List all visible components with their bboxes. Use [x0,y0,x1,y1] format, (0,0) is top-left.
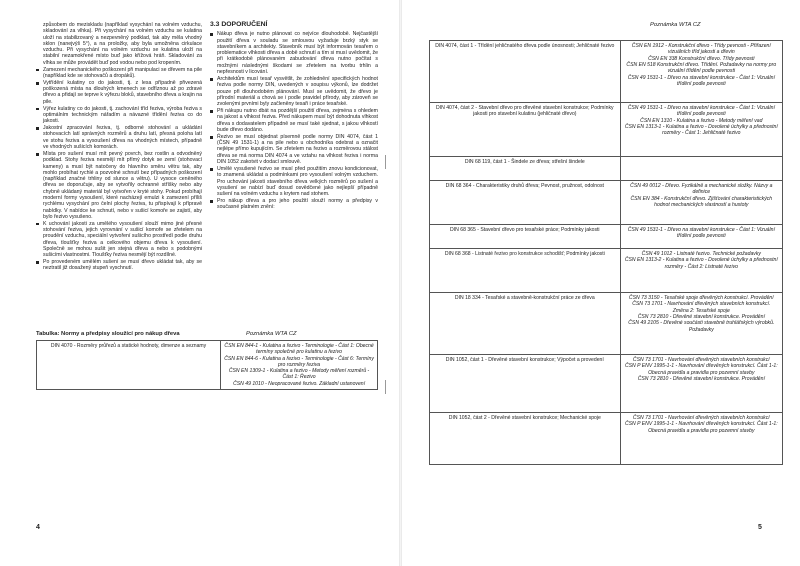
din-standard-cell: DIN 4074, část 2 - Stavební dřevo pro dřevěné stavební konstrukce; Podmínky jakosti pro stavební kulatinu (jehličnaté dřevo) [430,103,621,157]
csn-entry: ČSN 49 0012 - Dřevo. Fyzikálně a mechanické složky. Názvy a definice [630,183,773,196]
csn-entry: ČSN EN 844-1 - Kulatina a řezivo - Terminologie - Část 1: Obecné termíny společné pro kulatinu a řezivo [224,343,374,356]
csn-entry: ČSN 73 2810 - Dřevěné stavební konstrukce. Provádění [637,313,765,320]
csn-standards-cell [620,249,782,293]
csn-standards-cell [620,41,782,103]
table-row [430,157,783,181]
margin-mark [385,155,386,169]
page-number-left: 4 [36,524,40,531]
csn-standards-cell [620,103,782,157]
table-caption [36,331,378,337]
din-standard-cell: DIN 1052, část 1 - Dřevěné stavební konstrukce; Výpočet a provedení [430,355,621,413]
list-item: K uchování jakosti za umělého vysoušení slouží mimo jiné přesné stohování řeziva, jejich vyrovnání v sušicí komoře se zřetelem na proudění vzduchu, speciální vytvoření sušicího prostředí podle druhu dřeva, tloušťky řeziva a celkového objemu dřeva k vysoušení. Společně se mohou sušit jen stejná dřeva a nebo s podobnými sušicími vlastnostmi. Tloušťky řeziva nesmějí být rozdílné. [36,221,202,259]
csn-entry: ČSN 49 1012 - Listnaté řezivo. Technické požadavky [641,251,761,257]
csn-entry: ČSN EN 518 Konstrukční dřevo. Třídění. Požadavky na normy pro vizuální třídění podle pevnosti [626,61,777,75]
csn-entry: ČSN 73 1701 - Navrhování dřevěných stavebních konstrukcí [632,415,770,421]
csn-entry: ČSN P ENV 1995-1-1 - Navrhování dřevěných konstrukcí. Část 1-1: Obecná pravidla a pravidla pro pozemní stavby [624,421,778,434]
table-row [430,249,783,293]
din-standard-cell: DIN 18 334 - Tesařské a stavebně-konstrukční práce ze dřeva [430,293,621,355]
list-item: Umělé vysušené řezivo se musí před použitím znovu kondicionovat, to znamená ukládat a podmínkami pro vysoušení volným vzduchem. Pro uchování jakosti stavebního dřeva velkých rozměrů po sušení a vysušení se nabízí buď dosud osvědčené jako nejlepší případně sušení na volném vzduchu s krytem nad stohem. [210,166,378,197]
csn-standards-cell [620,157,782,181]
csn-entry: ČSN EN 338 Konstrukční dřevo. Třídy pevnosti [648,55,755,62]
csn-entry: ČSN 73 1701 - Navrhování dřevěných stavebních konstrukcí [632,357,770,363]
list-item: Vytřídění kulatiny co do jakosti, tj. z lesa případně přivezená poškozená místa na dlouhých kmenech se odříznou až po zdravé dřevo a přidají se teprve k výřezu bloků, stavebního dřeva a krajin na pile. [36,80,202,105]
table-row [37,341,378,390]
csn-entry: ČSN EN 1310 - Kulatina a řezivo - Metody měření vad [640,117,763,124]
list-item: Řezivo se musí objednat písemně podle normy DIN 4074, část 1 (ČSN 49 1531-1) a na pile nebo u obchodníka odebrat a označit nejlépe přímo kupujícím. Se zřetelem na řezivo a rozměrovou stálost dřeva se má norma DIN 4074 a ve vztahu na vlhkost řeziva i norma DIN 1052 zakotvit v dodací smlouvě. [210,134,378,165]
csn-entry: ČSN 73 2810 - Dřevěné stavební konstrukce. Provádění [637,375,765,382]
csn-standards-cell [620,225,782,249]
din-standard-cell: DIN 68 365 - Stavební dřevo pro tesařské práce; Podmínky jakosti [430,225,621,249]
din-standard-cell: DIN 1052, část 2 - Dřevěné stavební konstrukce; Mechanické spoje [430,413,621,465]
wta-note: Poznámka WTA CZ [650,22,701,28]
list-item: Výřez kulatiny co do jakosti, tj. zachování tříd řeziva, výroba řeziva s optimálním technickým nářadím a návazné třídění řeziva co do jakosti. [36,106,202,125]
csn-entry: ČSN 49 1531-1 - Dřevo na stavební konstrukce - Část 1: Vizuální třídění podle pevnosti [627,105,775,118]
standards-table-left [36,340,378,390]
margin-mark [385,380,386,394]
csn-entry: ČSN 49 1010 - Neopracované řezivo. Základní ustanovení [233,380,366,387]
table-row [430,355,783,413]
table-title: Tabulka: Normy a předpisy sloužící pro nákup dřeva [36,331,180,337]
din-standard-cell: DIN 68 368 - Listnaté řezivo pro konstrukce schodišť; Podmínky jakosti [430,249,621,293]
csn-entry: ČSN EN 1309-1 - Kulatina a řezivo - Metody měření rozměrů - Část 1: Řezivo [228,368,370,381]
csn-standards-cell [620,413,782,465]
table-note: Poznámka WTA CZ [246,331,297,337]
csn-standards-cell [620,181,782,225]
list-item: Po provedeném umělém sušení se musí dřevo ukládat tak, aby se neztratil již dosažený stupeň vyschnutí. [36,259,202,272]
right-column [210,22,378,211]
list-item: Jakostní zpracování řeziva, tj. odborné stohování a ukládání stohovacích latí správných rozměrů a druhu latí, přesná poloha latí ve stohu řeziva a vysoušení dřeva na vhodných místech, případně ve vhodných sušicích komorách. [36,125,202,150]
standards-table-right [429,40,783,465]
list-item: Místa pro sušení musí mít pevný povrch, bez rostlin a odvodněný podklad. Stohy řeziva nesmějí mít přímý dotyk se zemí (stohovací kameny) a musí být natočeny do hlavního směru větru tak, aby mohlo probíhat rychlé a pozvolné schnutí bez případných poškození (například značné trhliny od slunce a větru). U vysoce ceněného dřeva se doporučuje, aby se vytvořily ochranné stříšky nebo aby chybně ukládaný materiál byl vytvořen v kryté stohy. Pokud probíhají moderní formy vysoušení, které nacházejí emulzi k zamezení příliš rychlému vysychání pro čelní plochy řeziva, tu přispívají k přípravě nabídky. V nabídce ke schnutí, nebo v sušicí komoře se zajistí, aby bylo řezivo vysušeno. [36,151,202,220]
csn-standards-cell [620,355,782,413]
csn-entry: ČSN EN 1912 - Konstrukční dřevo - Třídy pevnosti - Přiřazení vizuálních tříd jakosti a dřevin [631,43,771,56]
list-item: Pro nákup dřeva a pro jeho použití slouží normy a předpisy v současné platném znění: [210,198,378,211]
table-row [430,41,783,103]
doporuceni-list [210,31,378,210]
csn-entry: ČSN 73 1701 - Navrhování dřevěných stavebních konstrukcí. Změna 2: Tesařské spoje [632,301,771,314]
csn-entry: ČSN 49 1531-1 - Dřevo na stavební konstrukce - Část 1: Vizuální třídění podle pevnosti [627,227,775,240]
list-item: Při nákupu nutno dbát na pozdější použití dřeva, zejména s ohledem na jakost a vlhkost řeziva. Před nákupem musí být dohodnuta vlhkost dřeva s dodavatelem případně se musí také sjednat, s jakou vlhkostí bude dřevo dodáno. [210,108,378,133]
list-item: Nákup dřeva je nutno plánovat co nejvíce dlouhodobě. Nejčastější použití dřeva v souladu se smlouvou vyžaduje brzký styk se stavebníkem a architekty. Stavebník musí být informován tesařem o problematice vlhkosti dřeva a době schnutí a tím si musí uvědomit, že při krátkodobě plánovaném zabudování dřeva nutno počítat s možnými následnými škodami se zřetelem na tvorbu trhlin a nepřesnosti v licování. [210,31,378,75]
section-heading: 3.3 DOPORUČENÍ [210,21,268,28]
csn-entry: ČSN EN 844-6 - Kulatina a řezivo - Terminologie - Část 6: Termíny pro rozměry řeziva [224,355,374,368]
csn-standards-cell [620,293,782,355]
list-item: Architektům musí tesař vysvětlit, že zohlednění specifických hodnot řeziva podle normy DIN, uvedených v soupisu výkonů, lze dodržet pouze při dlouhodobém plánování. Musí se uvědomit, že dřevo je přírodní materiál a chová se i podle pravidel přírody, aby zároveň se zvolenými prvními byly začleněny tesaři i práce tesařské. [210,76,378,107]
table-row [430,413,783,465]
csn-entry: ČSN EN 384 - Konstrukční dřevo. Zjišťování charakteristických hodnot mechanických vlastností a hustoty [630,195,773,208]
left-column [36,22,202,272]
din-standard-cell: DIN 4070 - Rozměry průřezů a statické hodnoty, dimenze a seznamy [37,341,221,390]
table-row [430,181,783,225]
csn-standards-cell [221,341,378,390]
din-standard-cell: DIN 68 364 - Charakteristiky druhů dřeva; Pevnost, pružnost, odolnost [430,181,621,225]
intro-paragraph: způsobem do meziskladu (například vysychání na volném vzduchu, skladování za vlhka). Při vysychání na volném vzduchu se kulatina uloží na stabilizovaný a nezpevněný podklad, tak aby měla vhodný sklon (nanejvýš 5°), a na proložky, aby byla umožněna cirkulace vzduchu. Při vysychání na volném vzduchu se kulatina uloží na stabilní nezamokřené místo buď jako křížová hráň. Skladování za vlhka se může provádět buď pod vodou nebo pod kropením. [43,22,202,66]
list-item: Zamezení mechanického poškození při manipulaci se dřevem na pile (například kde se stohovačů a dropáků). [36,67,202,80]
csn-entry: ČSN EN 1313-1 - Kulatina a řezivo - Dovolené úchylky a přednostní rozměry - Část 1: Jehličnaté řezivo [624,123,778,137]
din-standard-cell: DIN 4074, část 1 - Třídění jehličnatého dřeva podle únosnosti; Jehličnaté řezivo [430,41,621,103]
csn-entry: ČSN EN 1313-2 - Kulatina a řezivo - Dovolené úchylky a přednostní rozměry - Část 2: Listnaté řezivo [624,257,778,270]
csn-entry: ČSN P ENV 1995-1-1 - Navrhování dřevěných konstrukcí. Část 1-1: Obecná pravidla a pravidla pro pozemní stavby [624,363,778,376]
table-row [430,293,783,355]
recommendations-list [36,67,202,272]
csn-entry: ČSN 49 1531-1 - Dřevo na stavební konstrukce - Část 1: Vizuální třídění podle pevnosti [627,74,775,87]
left-page [0,0,399,566]
table-row [430,103,783,157]
page-number-right: 5 [758,524,762,531]
csn-entry: ČSN 73 3150 - Tesařské spoje dřevěných konstrukcí. Provádění [628,295,774,301]
csn-entry: ČSN 49 2105 - Dřevěné součásti stavebně truhlářských výrobků. Požadavky [628,320,775,333]
table-row [430,225,783,249]
right-page [402,0,800,566]
din-standard-cell: DIN 68 119, část 1 - Šindele ze dřeva; střešní šindele [430,157,621,181]
